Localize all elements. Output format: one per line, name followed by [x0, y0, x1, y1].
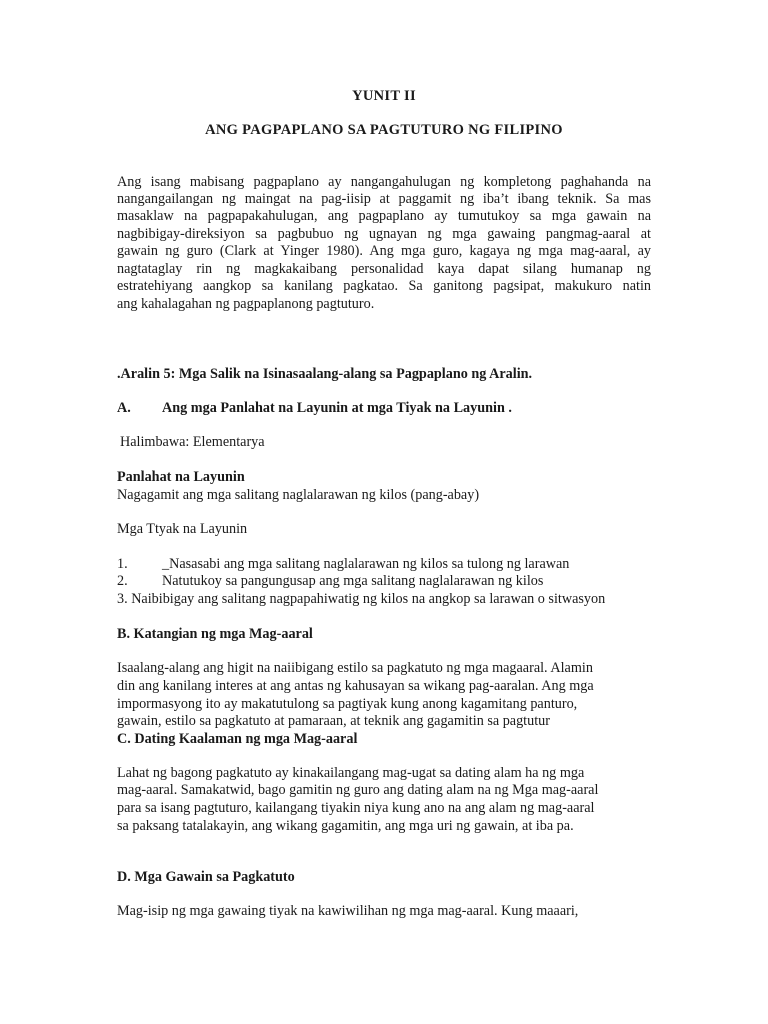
- paragraph-line: sa paksang tatalakayin, ang wikang gagamitin, ang mga uri ng gawain, at iba pa.: [117, 818, 574, 834]
- paragraph-line: mag-aaral. Samakatwid, bago gamitin ng guro ang dating alam na ng Mga mag-aaral: [117, 782, 599, 798]
- list-item-number: 2.: [117, 573, 128, 589]
- list-item: [117, 573, 543, 590]
- list-item-text: 3. Naibibigay ang salitang nagpapahiwatig ng kilos na angkop sa larawan o sitwasyon: [117, 591, 606, 607]
- intro-line: masaklaw na pagpapakahulugan, ang pagpaplano ay tumutukoy sa mga gawain na: [117, 208, 651, 224]
- paragraph-line: Lahat ng bagong pagkatuto ay kinakailangang mag-ugat sa dating alam ha ng mga: [117, 765, 585, 781]
- section-b-heading: B. Katangian ng mga Mag-aaral: [117, 626, 313, 642]
- tiyak-heading: Mga Ttyak na Layunin: [117, 521, 248, 537]
- section-a-heading: [117, 400, 512, 417]
- list-item-text: Natutukoy sa pangungusap ang mga salitang naglalarawan ng kilos: [162, 573, 544, 589]
- paragraph-line: Mag-isip ng mga gawaing tiyak na kawiwilihan ng mga mag-aaral. Kung maaari,: [117, 903, 579, 919]
- paragraph-line: para sa isang pagtuturo, kailangang tiyakin niya kung ano na ang alam ng mag-aaral: [117, 800, 595, 816]
- aralin-heading: .Aralin 5: Mga Salik na Isinasaalang-alang sa Pagpaplano ng Aralin.: [117, 366, 533, 382]
- paragraph-line: din ang kanilang interes at ang antas ng kahusayan sa wikang pag-aaralan. Ang mga: [117, 678, 594, 694]
- intro-line: estratehiyang aangkop sa kanilang pagkatao. Sa ganitong pagsipat, makukuro natin: [117, 278, 651, 294]
- section-d-heading: D. Mga Gawain sa Pagkatuto: [117, 869, 295, 885]
- intro-line: Ang isang mabisang pagpaplano ay nangangahulugan ng kompletong paghahanda na: [117, 174, 651, 190]
- list-item: [117, 556, 569, 573]
- list-item-number: 1.: [117, 556, 128, 572]
- section-a-letter: A.: [117, 400, 131, 416]
- example-label: Halimbawa: Elementarya: [120, 434, 265, 450]
- panlahat-heading: Panlahat na Layunin: [117, 469, 245, 485]
- paragraph-line: impormasyong ito ay makatutulong sa pagtiyak kung anong kagamitang panturo,: [117, 696, 578, 712]
- section-a-title: Ang mga Panlahat na Layunin at mga Tiyak na Layunin .: [162, 400, 512, 416]
- unit-heading: YUNIT II: [352, 88, 416, 104]
- paragraph-line: gawain, estilo sa pagkatuto at pamaraan, at teknik ang gagamitin sa pagtutur: [117, 713, 550, 729]
- intro-line: ang kahalagahan ng pagpaplanong pagtuturo.: [117, 296, 375, 312]
- intro-line: nangangailangan ng maingat na pag-iisip at paggamit ng iba’t ibang teknik. Sa mas: [117, 191, 651, 207]
- list-item: [117, 591, 605, 608]
- intro-line: gawain ng guro (Clark at Yinger 1980). Ang mga guro, kagaya ng mga mag-aaral, ay: [117, 243, 651, 259]
- section-c-heading: C. Dating Kaalaman ng mga Mag-aaral: [117, 731, 358, 747]
- list-item-text: _Nasasabi ang mga salitang naglalarawan ng kilos sa tulong ng larawan: [162, 556, 570, 572]
- page-title: ANG PAGPAPLANO SA PAGTUTURO NG FILIPINO: [205, 122, 563, 138]
- intro-line: nagbibigay-direksiyon sa pagbubuo ng ugnayan ng mga gawaing pangmag-aaral at: [117, 226, 651, 242]
- panlahat-text: Nagagamit ang mga salitang naglalarawan ng kilos (pang-abay): [117, 487, 480, 503]
- intro-line: nagtataglay rin ng magkakaibang personalidad kaya dapat silang humanap ng: [117, 261, 651, 277]
- paragraph-line: Isaalang-alang ang higit na naiibigang estilo sa pagkatuto ng mga magaaral. Alamin: [117, 660, 593, 676]
